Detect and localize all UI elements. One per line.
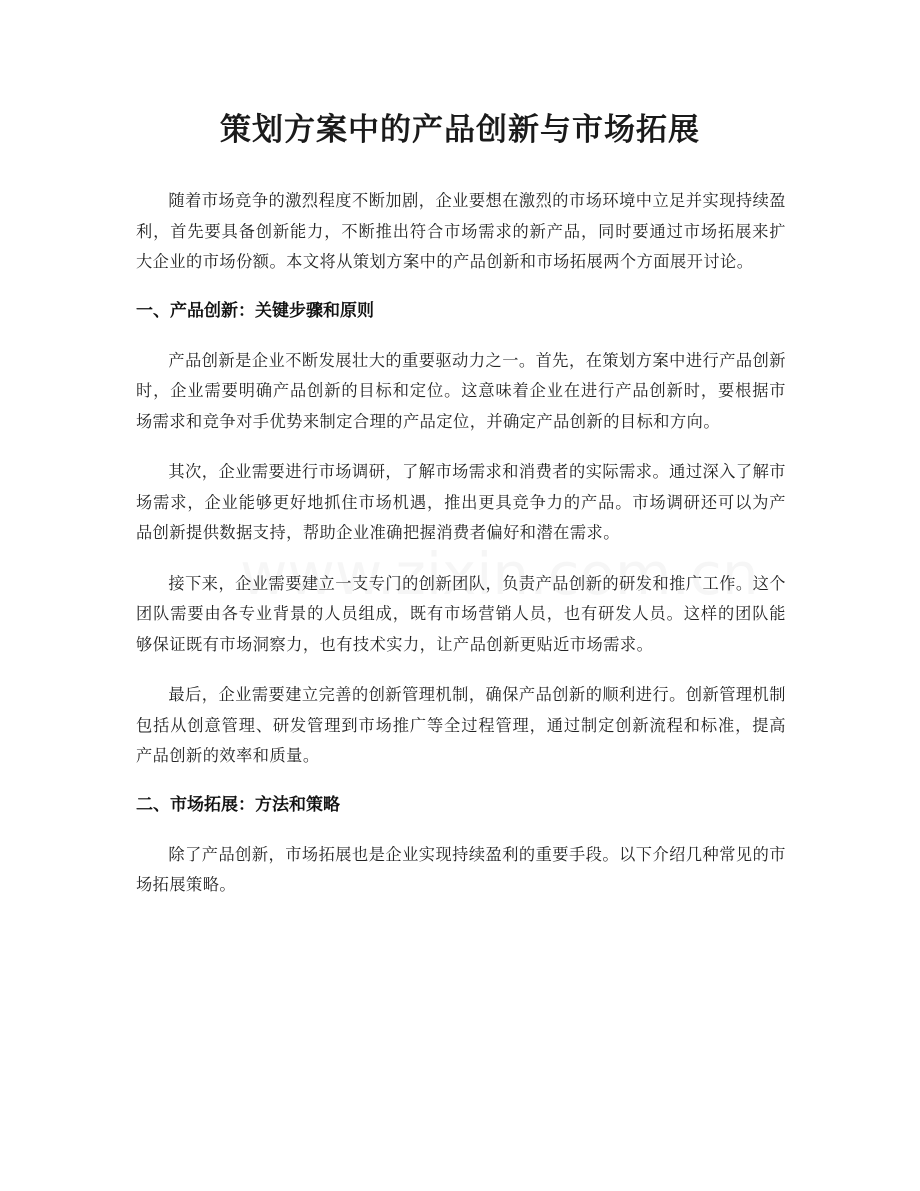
paragraph: 产品创新是企业不断发展壮大的重要驱动力之一。首先，在策划方案中进行产品创新时，企业需要明确产品创新的目标和定位。这意味着企业在进行产品创新时，要根据市场需求和竞争对手优势来制定合理的产品定位，并确定产品创新的目标和方向。 xyxy=(136,350,786,431)
section-heading-product-innovation: 一、产品创新：关键步骤和原则 xyxy=(136,300,374,321)
intro-paragraph: 随着市场竞争的激烈程度不断加剧，企业要想在激烈的市场环境中立足并实现持续盈利，首先要具备创新能力，不断推出符合市场需求的新产品，同时要通过市场拓展来扩大企业的市场份额。本文将从策划方案中的产品创新和市场拓展两个方面展开讨论。 xyxy=(136,191,786,271)
paragraph: 最后，企业需要建立完善的创新管理机制，确保产品创新的顺利进行。创新管理机制包括从创意管理、研发管理到市场推广等全过程管理，通过制定创新流程和标准，提高产品创新的效率和质量。 xyxy=(136,685,786,765)
document-title: 策划方案中的产品创新与市场拓展 xyxy=(220,112,700,148)
paragraph: 除了产品创新，市场拓展也是企业实现持续盈利的重要手段。以下介绍几种常见的市场拓展策略。 xyxy=(136,844,786,894)
paragraph: 接下来，企业需要建立一支专门的创新团队，负责产品创新的研发和推广工作。这个团队需要由各专业背景的人员组成，既有市场营销人员，也有研发人员。这样的团队能够保证既有市场洞察力，也有技术实力，让产品创新更贴近市场需求。 xyxy=(136,573,786,654)
document-body xyxy=(136,186,786,921)
paragraph: 其次，企业需要进行市场调研，了解市场需求和消费者的实际需求。通过深入了解市场需求，企业能够更好地抓住市场机遇，推出更具竞争力的产品。市场调研还可以为产品创新提供数据支持，帮助企业准确把握消费者偏好和潜在需求。 xyxy=(136,462,786,542)
section-heading-market-expansion: 二、市场拓展：方法和策略 xyxy=(136,794,340,815)
